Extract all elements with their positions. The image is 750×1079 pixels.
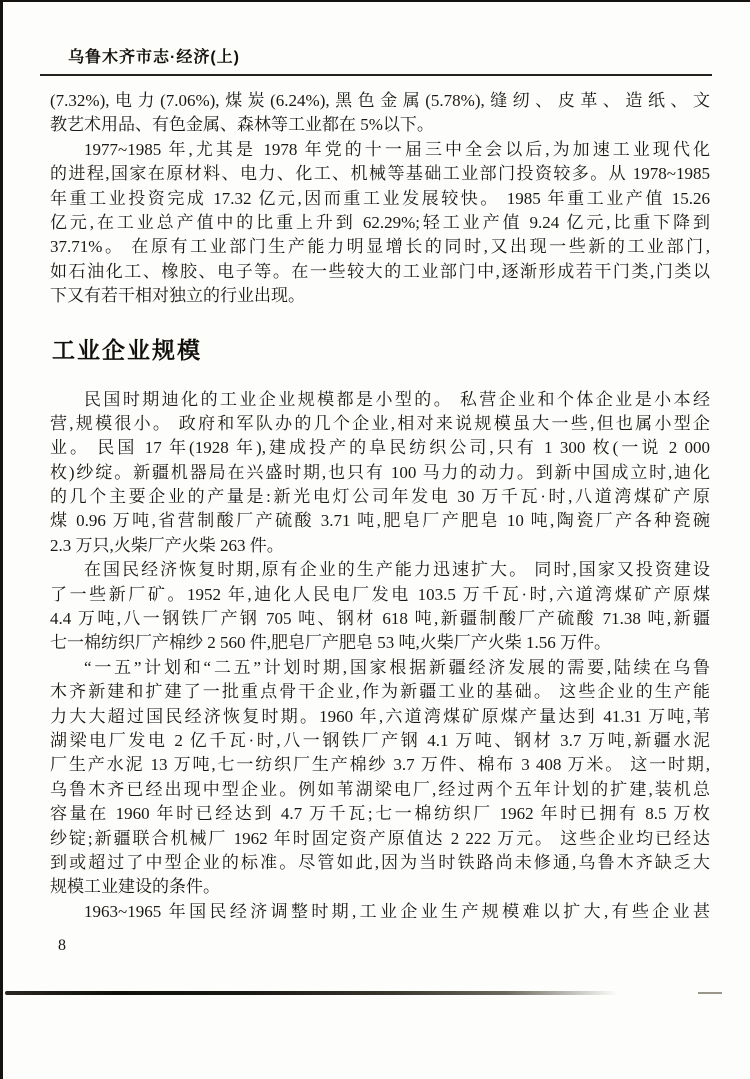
text-line: 亿元,在工业总产值中的比重上升到 62.29%;轻工业产值 9.24 亿元,比重下降到	[50, 212, 710, 232]
header-rule	[40, 74, 712, 76]
scan-smudge-line	[5, 991, 630, 995]
text-line: 在国民经济恢复时期,原有企业的生产能力迅速扩大。 同时,国家又投资建设	[84, 560, 710, 580]
text-line: 了一些新厂矿。1952 年,迪化人民电厂发电 103.5 万千瓦·时,六道湾煤矿产原煤	[50, 584, 710, 604]
text-line: 4.4 万吨,八一钢铁厂产钢 705 吨、钢材 618 吨,新疆制酸厂产硫酸 71.38 吨,新疆	[50, 609, 710, 629]
text-line: 木齐新建和扩建了一批重点骨干企业,作为新疆工业的基础。 这些企业的生产能	[50, 682, 710, 702]
text-line: 业。 民国 17 年(1928 年),建成投产的阜民纺织公司,只有 1 300 枚(一说 2 000	[50, 438, 710, 458]
section-heading: 工业企业规模	[52, 336, 202, 363]
book-title: 乌鲁木齐市志·经济(上)	[68, 49, 240, 66]
text-line: 规模工业建设的条件。	[50, 877, 220, 897]
paragraph	[50, 138, 710, 309]
page-body-text	[50, 89, 710, 924]
text-line: 纱锭;新疆联合机械厂 1962 年时固定资产原值达 2 222 万元。 这些企业均已经达	[50, 828, 710, 848]
text-line: 乌鲁木齐已经出现中型企业。例如苇湖梁电厂,经过两个五年计划的扩建,装机总	[50, 779, 710, 799]
page-number: 8	[58, 937, 66, 955]
text-line: 到或超过了中型企业的标准。尽管如此,因为当时铁路尚未修通,乌鲁木齐缺乏大	[50, 852, 710, 872]
text-line: 七一棉纺织厂产棉纱 2 560 件,肥皂厂产肥皂 53 吨,火柴厂产火柴 1.56 万件。	[50, 633, 611, 653]
text-line: 1963~1965 年国民经济调整时期,工业企业生产规模难以扩大,有些企业甚	[84, 901, 710, 921]
text-line: 年重工业投资完成 17.32 亿元,因而重工业发展较快。 1985 年重工业产值 15.26	[50, 188, 710, 208]
text-line: 如石油化工、橡胶、电子等。在一些较大的工业部门中,逐渐形成若干门类,门类以	[50, 261, 710, 281]
text-line: 营,规模很小。 政府和军队办的几个企业,相对来说规模虽大一些,但也属小型企	[50, 413, 710, 433]
text-line: 民国时期迪化的工业企业规模都是小型的。 私营企业和个体企业是小本经	[84, 389, 710, 409]
text-line: 煤 0.96 万吨,省营制酸厂产硫酸 3.71 吨,肥皂厂产肥皂 10 吨,陶瓷厂产各种瓷碗	[50, 511, 710, 531]
text-line: “一五”计划和“二五”计划时期,国家根据新疆经济发展的需要,陆续在乌鲁	[84, 657, 710, 677]
text-line: 湖梁电厂发电 2 亿千瓦·时,八一钢铁厂产钢 4.1 万吨、钢材 3.7 万吨,新疆水泥	[50, 730, 710, 750]
text-line: 下又有若干相对独立的行业出现。	[50, 286, 305, 306]
text-line: 2.3 万只,火柴厂产火柴 263 件。	[50, 535, 284, 555]
text-line: (7.32%),电力(7.06%),煤炭(6.24%),黑色金属(5.78%),缝纫、皮革、造纸、文	[50, 91, 710, 110]
text-line: 教艺术用品、有色金属、森林等工业都在 5%以下。	[50, 115, 434, 135]
text-line: 力大大超过国民经济恢复时期。1960 年,六道湾煤矿原煤产量达到 41.31 万吨,苇	[50, 706, 710, 726]
text-line: 厂生产水泥 13 万吨,七一纺织厂生产棉纱 3.7 万件、棉布 3 408 万米。 这一时期,	[50, 755, 710, 775]
text-line: 的几个主要企业的产量是:新光电灯公司年发电 30 万千瓦·时,八道湾煤矿产原	[50, 487, 710, 507]
text-line: 37.71%。 在原有工业部门生产能力明显增长的同时,又出现一些新的工业部门,	[50, 237, 710, 257]
scan-edge-top-line	[0, 0, 750, 2]
paragraph	[50, 388, 710, 559]
scan-smudge-dash	[698, 992, 722, 994]
paragraph	[50, 558, 710, 656]
text-line: 1977~1985 年,尤其是 1978 年党的十一届三中全会以后,为加速工业现代化	[84, 139, 710, 159]
text-line: 的进程,国家在原材料、电力、化工、机械等基础工业部门投资较多。从 1978~1985	[50, 164, 710, 184]
paragraph	[50, 900, 710, 924]
paragraph	[50, 656, 710, 900]
paragraph	[50, 89, 710, 138]
scan-edge-left-line	[0, 0, 3, 1079]
text-line: 枚)纱绽。新疆机器局在兴盛时期,也只有 100 马力的动力。到新中国成立时,迪化	[50, 462, 710, 482]
text-line: 容量在 1960 年时已经达到 4.7 万千瓦;七一棉纺织厂 1962 年时已拥有 8.5 万枚	[50, 804, 710, 824]
running-header	[50, 0, 712, 76]
